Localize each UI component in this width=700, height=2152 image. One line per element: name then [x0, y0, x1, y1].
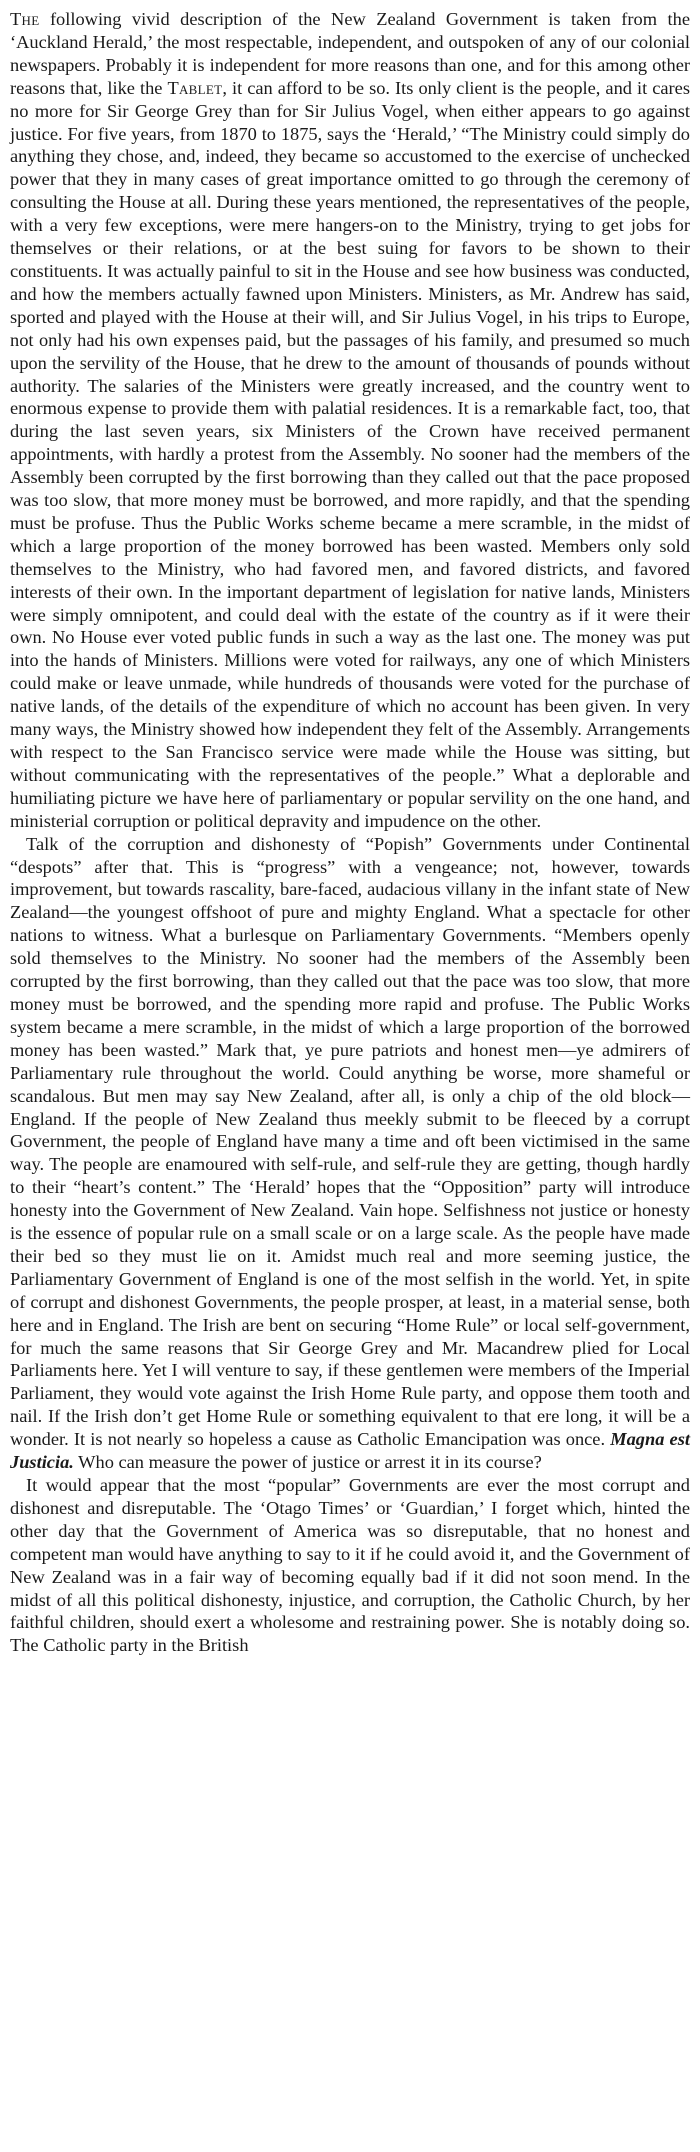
paragraph-2	[10, 833, 690, 1474]
lead-word: The	[10, 9, 40, 29]
paragraph-2-text-a: Talk of the corruption and dishonesty of “Popish” Governments under Continental “despots” after that. This is “progress” with a vengeance; not, however, towards improvement, but towards rascality, bare-faced, audacious villany in the infant state of New Zealand—the youngest offshoot of pure and mighty England. What a spectacle for other nations to witness. What a burlesque on Parliamentary Governments. “Members openly sold themselves to the Ministry. No sooner had the members of the Assembly been corrupted by the first borrowing, than they called out that the pace was too slow, that more money must be borrowed, and the spending more rapid and profuse. The Public Works system became a mere scramble, in the midst of which a large proportion of the borrowed money has been wasted.” Mark that, ye pure patriots and honest men—ye admirers of Parliamentary rule throughout the world. Could anything be worse, more shameful or scandalous. But men may say New Zealand, after all, is only a chip of the old block—England. If the people of New Zealand thus meekly submit to be fleeced by a corrupt Government, the people of England have many a time and oft been victimised in the same way. The people are enamoured with self-rule, and self-rule they are getting, though hardly to their “heart’s content.” The ‘Herald’ hopes that the “Opposition” party will introduce honesty into the Government of New Zealand. Vain hope. Selfishness not justice or honesty is the essence of popular rule on a small scale or on a large scale. As the people have made their bed so they must lie on it. Amidst much real and more seeming justice, the Parliamentary Government of England is one of the most selfish in the world. Yet, in spite of corrupt and dishonest Governments, the people prosper, at least, in a material sense, both here and in England. The Irish are bent on securing “Home Rule” or local self-government, for much the same reasons that Sir George Grey and Mr. Macandrew plied for Local Parliaments here. Yet I will venture to say, if these gentlemen were members of the Imperial Parliament, they would vote against the Irish Home Rule party, and oppose them tooth and nail. If the Irish don’t get Home Rule or something equivalent to that ere long, it will be a wonder. It is not nearly so hopeless a cause as Catholic Emancipation was once.	[10, 833, 690, 1450]
paragraph-3-text: It would appear that the most “popular” Governments are ever the most corrupt and dishonest and disreputable. The ‘Otago Times’ or ‘Guardian,’ I forget which, hinted the other day that the Government of America was so disreputable, that no honest and competent man would have anything to say to it if he could avoid it, and the Government of New Zealand was in a fair way of becoming equally bad if it did not soon mend. In the midst of all this political dishonesty, injustice, and corruption, the Catholic Church, by her faithful children, should exert a wholesome and restraining power. She is notably doing so. The Catholic party in the British	[10, 1475, 690, 1656]
paragraph-3	[10, 1474, 690, 1657]
paragraph-1-text-a: following vivid description of the New Zealand Government is taken from the ‘Auckland Herald,’ the most respectable, independent, and outspoken of any of our colonial newspapers. Probably it is independent for more reasons than one, and for this among other reasons that, like the	[10, 9, 690, 98]
paragraph-1	[10, 8, 690, 833]
latin-phrase: Magna est Justicia.	[10, 1429, 690, 1473]
tablet-name: Tablet	[167, 77, 223, 98]
paragraph-1-text-b: , it can afford to be so. Its only client is the people, and it cares no more for Sir George Grey than for Sir Julius Vogel, when either appears to go against justice. For five years, from 1870 to 1875, says the ‘Herald,’ “The Ministry could simply do anything they chose, and, indeed, they became so accustomed to the exercise of unchecked power that they in many cases of great importance omitted to go through the ceremony of consulting the House at all. During these years mentioned, the representatives of the people, with a very few exceptions, were mere hangers-on to the Ministry, trying to get jobs for themselves or their relations, or at the best suing for favors to be shown to their constituents. It was actually painful to sit in the House and see how business was conducted, and how the members actually fawned upon Ministers. Ministers, as Mr. Andrew has said, sported and played with the House at their will, and Sir Julius Vogel, in his trips to Europe, not only had his own expenses paid, but the passages of his family, and presumed so much upon the servility of the House, that he drew to the amount of thousands of pounds without authority. The salaries of the Ministers were greatly increased, and the country went to enormous expense to provide them with palatial residences. It is a remarkable fact, too, that during the last seven years, six Ministers of the Crown have received permanent appointments, with hardly a protest from the Assembly. No sooner had the members of the Assembly been corrupted by the first borrowing than they called out that the pace proposed was too slow, that more money must be borrowed, and more rapidly, and that the spending must be profuse. Thus the Public Works scheme became a mere scramble, in the midst of which a large proportion of the money borrowed has been wasted. Members only sold themselves to the Ministry, who had favored men, and favored districts, and favored interests of their own. In the important department of legislation for native lands, Ministers were simply omnipotent, and could deal with the estate of the country as if it were their own. No House ever voted public funds in such a way as the last one. The money was put into the hands of Ministers. Millions were voted for railways, any one of which Ministers could make or leave unmade, while hundreds of thousands were voted for the purchase of native lands, of the details of the expenditure of which no account has been given. In very many ways, the Ministry showed how independent they felt of the Assembly. Arrangements with respect to the San Francisco service were made while the House was sitting, but without communicating with the representatives of the people.” What a deplorable and humiliating picture we have here of parliamentary or popular servility on the one hand, and ministerial corruption or political depravity and impudence on the other.	[10, 77, 690, 831]
paragraph-2-text-b: Who can measure the power of justice or arrest it in its course?	[78, 1452, 542, 1473]
